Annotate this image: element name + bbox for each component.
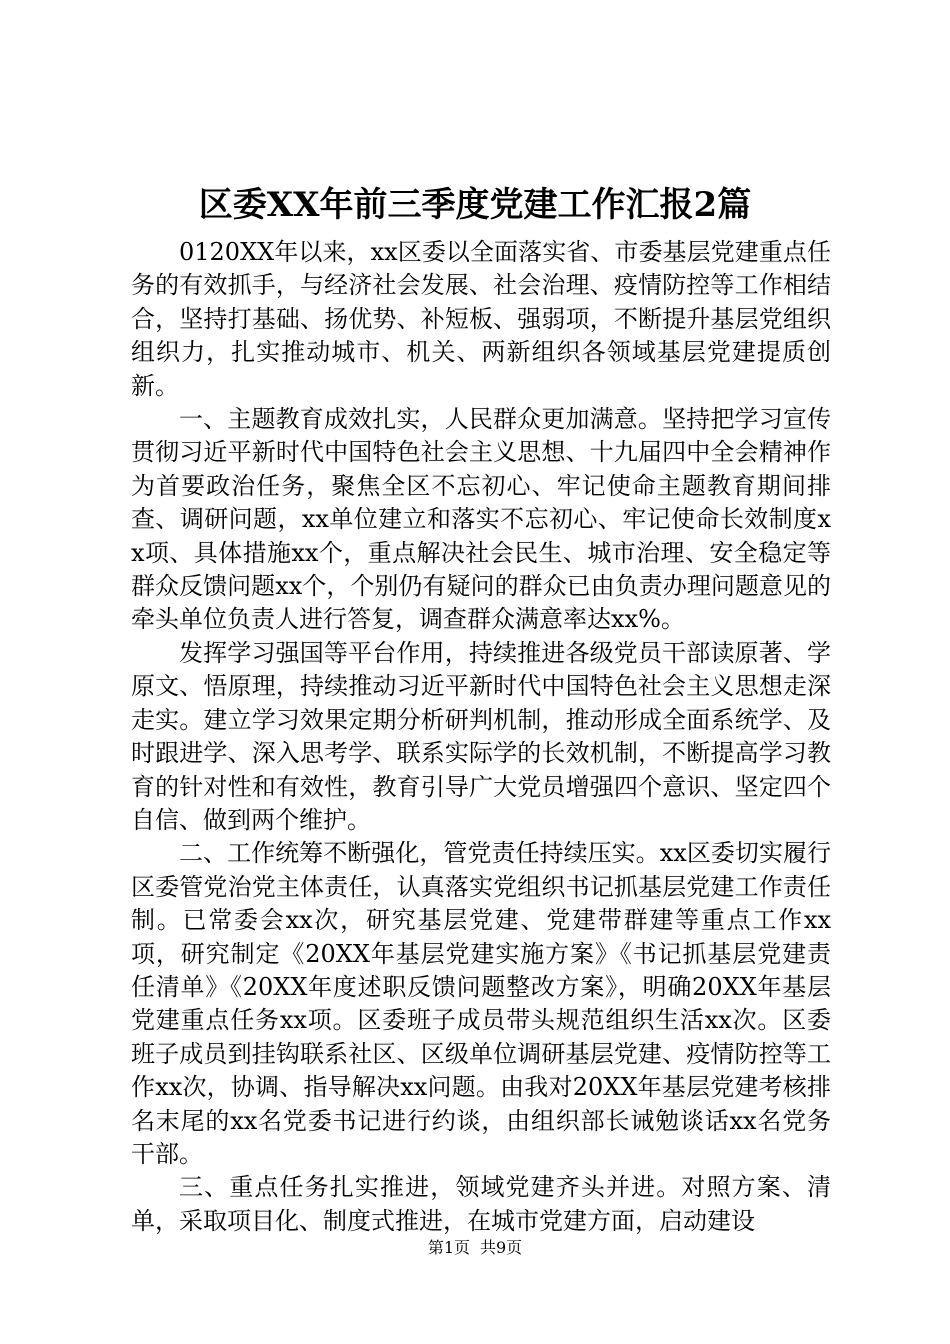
paragraph-section-3: 三、重点任务扎实推进，领域党建齐头并进。对照方案、清单，采取项目化、制度式推进，在城市党建方面，启动建设 — [131, 1173, 831, 1235]
paragraph-intro: 0120XX年以来，xx区委以全面落实省、市委基层党建重点任务的有效抓手，与经济社会发展、社会治理、疫情防控等工作相结合，坚持打基础、扬优势、补短板、强弱项，不断提升基层党组织组织力，扎实推动城市、机关、两新组织各领域基层党建提质创新。 — [131, 238, 831, 400]
page-total: 共9页 — [480, 1238, 523, 1257]
paragraph-section-1-cont: 发挥学习强国等平台作用，持续推进各级党员干部读原著、学原文、悟原理，持续推动习近平新时代中国特色社会主义思想走深走实。建立学习效果定期分析研判机制，推动形成全面系统学、及时跟进学、深入思考学、联系实际学的长效机制，不断提高学习教育的针对性和有效性，教育引导广大党员增强四个意识、坚定四个自信、做到两个维护。 — [131, 638, 831, 834]
page-number: 第1页 — [427, 1238, 470, 1257]
document-title: 区委XX年前三季度党建工作汇报2篇 — [198, 185, 752, 225]
document-body — [131, 236, 831, 1238]
paragraph-section-2: 二、工作统筹不断强化，管党责任持续压实。xx区委切实履行区委管党治党主体责任，认真落实党组织书记抓基层党建工作责任制。已常委会xx次，研究基层党建、党建带群建等重点工作xx项，研究制定《20XX年基层党建实施方案》《书记抓基层党建责任清单》《20XX年度述职反馈问题整改方案》，明确20XX年基层党建重点任务xx项。区委班子成员带头规范组织生活xx次。区委班子成员到挂钩联系社区、区级单位调研基层党建、疫情防控等工作xx次，协调、指导解决xx问题。由我对20XX年基层党建考核排名末尾的xx名党委书记进行约谈，由组织部长诫勉谈话xx名党务干部。 — [131, 839, 831, 1168]
paragraph-section-1: 一、主题教育成效扎实，人民群众更加满意。坚持把学习宣传贯彻习近平新时代中国特色社会主义思想、十九届四中全会精神作为首要政治任务，聚焦全区不忘初心、牢记使命主题教育期间排查、调研问题，xx单位建立和落实不忘初心、牢记使命长效制度xx项、具体措施xx个，重点解决社会民生、城市治理、安全稳定等群众反馈问题xx个，个别仍有疑问的群众已由负责办理问题意见的牵头单位负责人进行答复，调查群众满意率达xx%。 — [131, 405, 831, 634]
page-footer — [0, 1238, 950, 1258]
